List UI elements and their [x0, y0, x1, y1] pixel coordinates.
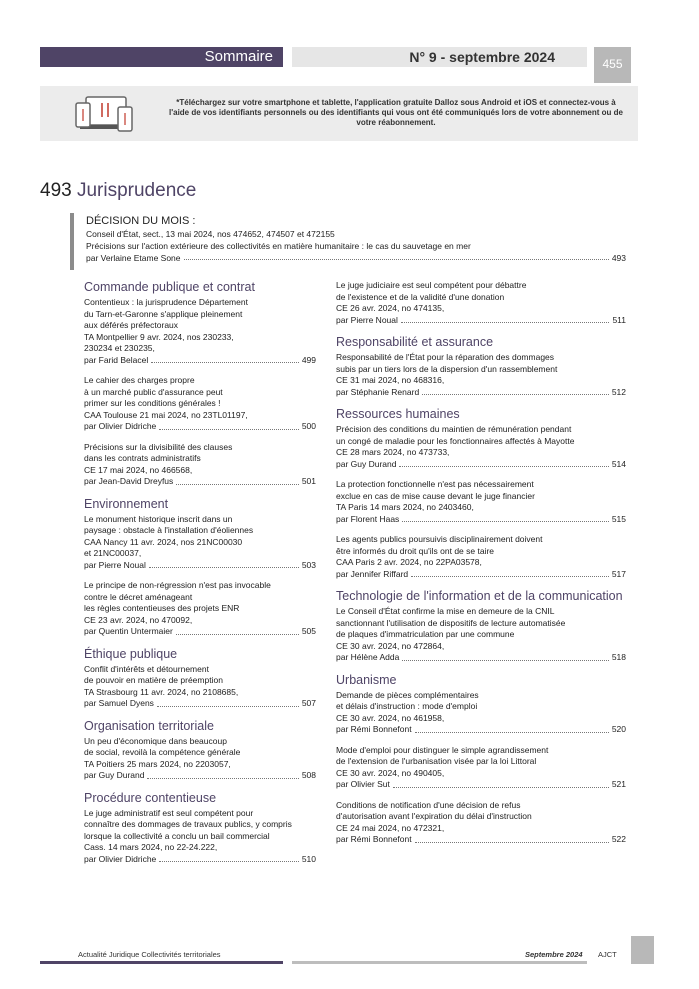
toc-entry-author: par Jennifer Riffard — [336, 568, 409, 579]
toc-entry-line: TA Strasbourg 11 avr. 2024, no 2108685, — [84, 686, 239, 697]
toc-entry-page: 507 — [301, 698, 316, 708]
toc-entry-page: 508 — [301, 770, 316, 780]
right-column — [336, 280, 626, 855]
rubric-heading: Éthique publique — [84, 646, 178, 661]
toc-entry-line: Cass. 14 mars 2024, no 22-24.222, — [84, 842, 218, 852]
toc-entry[interactable] — [84, 297, 316, 366]
toc-entry-line: Mode d'emploi pour distinguer le simple agrandissement — [336, 744, 549, 755]
toc-entry-author-row — [336, 387, 626, 399]
toc-entry-line: 230234 et 230235, — [84, 343, 155, 353]
toc-entry-page: 518 — [611, 652, 626, 662]
toc-entry[interactable] — [336, 352, 626, 398]
leader-dots — [176, 626, 299, 635]
toc-entry-line: d'autorisation avant l'expiration du délai d'instruction — [336, 811, 532, 821]
toc-entry-line: lorsque la collectivité a conclu un bail commercial — [84, 830, 270, 841]
section-name: Jurisprudence — [76, 180, 197, 201]
toc-entry-line: CAA Toulouse 21 mai 2024, no 23TL01197, — [84, 409, 248, 420]
toc-entry-line: TA Montpellier 9 avr. 2024, nos 230233, — [84, 331, 234, 342]
toc-entry-line: de social, revoilà la compétence générale — [84, 747, 241, 757]
toc-entry-line: Contentieux : la jurisprudence Département — [84, 297, 248, 307]
toc-entry[interactable] — [336, 424, 626, 470]
toc-entry[interactable] — [84, 375, 316, 433]
leader-dots — [159, 854, 299, 863]
header-issue: N° 9 - septembre 2024 — [292, 47, 587, 67]
toc-entry-line: et 21NC00037, — [84, 548, 142, 558]
leader-dots — [399, 459, 608, 468]
toc-entry-line: TA Poitiers 25 mars 2024, no 2203057, — [84, 758, 231, 769]
toc-entry-page: 520 — [611, 724, 626, 734]
toc-entry-author: par Pierre Noual — [336, 314, 398, 325]
toc-entry-page: 511 — [612, 314, 626, 325]
toc-entry-page: 521 — [611, 779, 626, 789]
decision-page: 493 — [611, 253, 626, 263]
toc-entry-line: Conditions de notification d'une décision de refus — [336, 799, 521, 810]
toc-entry-line: CE 26 avr. 2024, no 474135, — [336, 303, 445, 313]
leader-dots — [184, 253, 609, 260]
section-number: 493 — [40, 180, 72, 201]
toc-entry-line: Responsabilité de l'État pour la réparation des dommages — [336, 352, 555, 362]
toc-entry-page: 500 — [301, 421, 316, 431]
toc-entry-author: par Jean-David Dreyfus — [84, 476, 174, 486]
toc-entry-line: aux déférés préfectoraux — [84, 320, 179, 330]
toc-entry-line: Le juge judiciaire est seul compétent pour débattre — [336, 280, 527, 290]
toc-entry[interactable] — [84, 442, 316, 488]
toc-entry-line: CAA Paris 2 avr. 2024, no 22PA03578, — [336, 557, 482, 567]
toc-entry-page: 503 — [301, 559, 316, 570]
toc-entry-author: par Olivier Didriche — [84, 421, 157, 431]
toc-entry-line: de pouvoir en matière de préemption — [84, 675, 223, 685]
toc-entry-author: par Guy Durand — [84, 770, 145, 780]
decision-du-mois — [70, 213, 626, 270]
toc-entry-author-row — [84, 355, 316, 367]
devices-icon — [74, 95, 136, 135]
toc-entry-page: 505 — [301, 626, 316, 636]
toc-entry[interactable] — [336, 606, 626, 664]
toc-entry-line: CE 30 avr. 2024, no 472864, — [336, 640, 445, 651]
toc-entry-author-row — [84, 770, 316, 782]
toc-entry-line: connaître des dommages de travaux publics, y compris — [84, 819, 292, 829]
toc-entry[interactable] — [84, 736, 316, 782]
leader-dots — [411, 569, 609, 578]
toc-entry-line: CE 31 mai 2024, no 468316, — [336, 375, 445, 385]
toc-entry-line: CE 17 mai 2024, no 466568, — [84, 464, 193, 475]
rubric-heading: Responsabilité et assurance — [336, 335, 494, 349]
toc-entry-author: par Guy Durand — [336, 458, 397, 469]
leader-dots — [157, 698, 299, 707]
toc-entry-line: CE 23 avr. 2024, no 470092, — [84, 614, 193, 625]
toc-entry-line: Précisions sur la divisibilité des clauses — [84, 441, 233, 452]
leader-dots — [147, 770, 298, 779]
toc-entry-line: CE 24 mai 2024, no 472321, — [336, 822, 445, 833]
left-column — [84, 280, 316, 874]
toc-entry-line: CE 30 avr. 2024, no 461958, — [336, 712, 445, 723]
toc-entry-author: par Olivier Didriche — [84, 853, 157, 864]
toc-entry-line: de plaques d'immatriculation par une commune — [336, 629, 515, 639]
toc-entry-line: contre le décret aménageant — [84, 591, 193, 602]
toc-entry-author-row — [336, 779, 626, 791]
toc-entry[interactable] — [336, 745, 626, 791]
toc-entry-author-row — [84, 854, 316, 866]
leader-dots — [401, 315, 610, 324]
leader-dots — [159, 421, 299, 430]
toc-entry-line: à un marché public d'assurance peut — [84, 386, 223, 397]
header-section-label: Sommaire — [40, 47, 283, 67]
toc-entry-page: 501 — [301, 476, 316, 486]
leader-dots — [393, 779, 609, 788]
toc-entry-page: 514 — [611, 458, 626, 469]
toc-entry-author: par Rémi Bonnefont — [336, 834, 412, 844]
footer-journal-name: Actualité Juridique Collectivités territoriales — [78, 950, 221, 959]
toc-entry-line: Le principe de non-régression n'est pas invocable — [84, 580, 271, 590]
leader-dots — [402, 652, 608, 661]
toc-entry-author: par Olivier Sut — [336, 779, 390, 789]
toc-entry-line: paysage : obstacle à l'installation d'éoliennes — [84, 525, 254, 535]
toc-entry-author: par Pierre Noual — [84, 559, 146, 570]
toc-entry[interactable] — [84, 580, 316, 638]
decision-label: DÉCISION DU MOIS : — [86, 215, 196, 227]
rubric-heading: Procédure contentieuse — [84, 790, 217, 805]
footer-tab — [631, 936, 654, 964]
rubric-heading: Urbanisme — [336, 672, 397, 687]
toc-entry-line: CE 28 mars 2024, no 473733, — [336, 447, 450, 457]
toc-entry-author-row — [84, 626, 316, 638]
toc-entry-line: Un peu d'économique dans beaucoup — [84, 735, 227, 746]
toc-entry-line: les règles contentieuses des projets ENR — [84, 603, 240, 613]
toc-entry[interactable] — [84, 664, 316, 710]
toc-entry-line: CAA Nancy 11 avr. 2024, nos 21NC00030 — [84, 536, 243, 547]
rubric-heading: Organisation territoriale — [84, 718, 214, 733]
toc-entry-line: Les agents publics poursuivis disciplinairement doivent — [336, 534, 543, 544]
toc-entry-author: par Farid Belacel — [84, 354, 149, 365]
leader-dots — [415, 834, 609, 843]
toc-entry[interactable] — [84, 514, 316, 572]
toc-entry-page: 510 — [301, 853, 316, 864]
toc-entry-line: Le juge administratif est seul compétent pour — [84, 807, 254, 818]
toc-entry-author: par Hélène Adda — [336, 652, 400, 662]
decision-author-row[interactable] — [86, 253, 626, 263]
toc-entry[interactable] — [84, 808, 316, 866]
toc-entry-line: Précision des conditions du maintien de rémunération pendant — [336, 424, 572, 434]
app-promo-box — [40, 86, 638, 141]
toc-entry-author-row — [84, 421, 316, 433]
toc-entry-line: Le Conseil d'État confirme la mise en demeure de la CNIL — [336, 606, 555, 616]
toc-entry-line: de l'extension de l'urbanisation visée par la loi Littoral — [336, 756, 537, 766]
section-title — [40, 180, 196, 202]
toc-entry-page: 517 — [611, 568, 626, 579]
leader-dots — [176, 476, 299, 485]
toc-entry-author: par Quentin Untermaier — [84, 626, 173, 636]
decision-description: Précisions sur l'action extérieure des collectivités en matière humanitaire : le cas du sauvetage en mer — [86, 241, 471, 251]
toc-entry-line: être informés du droit qu'ils ont de se taire — [336, 545, 495, 556]
footer-bar-right — [292, 961, 587, 964]
toc-entry[interactable] — [336, 800, 626, 846]
toc-entry-line: primer sur les conditions générales ! — [84, 398, 221, 408]
toc-entry-page: 522 — [611, 834, 626, 844]
toc-entry-author-row — [336, 724, 626, 736]
toc-entry-author-row — [336, 652, 626, 664]
toc-entry[interactable] — [336, 534, 626, 580]
toc-entry-author-row — [336, 315, 626, 327]
toc-entry-line: Le monument historique inscrit dans un — [84, 513, 233, 524]
toc-entry-author: par Stéphanie Renard — [336, 386, 420, 397]
toc-entry-page: 499 — [301, 354, 316, 365]
toc-entry-author: par Samuel Dyens — [84, 698, 154, 708]
toc-entry-line: Conflit d'intérêts et détournement — [84, 663, 209, 674]
toc-entry-line: sanctionnant l'utilisation de dispositifs de lecture automatisée — [336, 617, 566, 628]
leader-dots — [151, 355, 299, 364]
rubric-heading: Technologie de l'information et de la communication — [336, 589, 623, 603]
rubric-heading: Commande publique et contrat — [84, 280, 255, 294]
toc-entry-line: exclue en cas de mise cause devant le juge financier — [336, 490, 535, 501]
toc-entry-line: et délais d'instruction : mode d'emploi — [336, 701, 478, 711]
toc-entry[interactable] — [336, 479, 626, 525]
toc-entry-author-row — [336, 569, 626, 581]
toc-entry[interactable] — [336, 690, 626, 736]
toc-entry-author-row — [336, 459, 626, 471]
toc-entry-author: par Rémi Bonnefont — [336, 724, 412, 734]
decision-reference: Conseil d'État, sect., 13 mai 2024, nos 474652, 474507 et 472155 — [86, 229, 335, 239]
leader-dots — [422, 387, 609, 396]
toc-entry-line: TA Paris 14 mars 2024, no 2403460, — [336, 502, 474, 512]
rubric-heading: Environnement — [84, 496, 169, 511]
toc-entry-page: 512 — [611, 386, 626, 397]
page-number: 455 — [594, 47, 631, 83]
toc-entry-line: du Tarn-et-Garonne s'applique pleinement — [84, 308, 243, 319]
toc-entry-line: CE 30 avr. 2024, no 490405, — [336, 767, 445, 778]
toc-entry-line: dans les contrats administratifs — [84, 453, 201, 463]
toc-entry-line: Le cahier des charges propre — [84, 375, 195, 385]
toc-entry-line: La protection fonctionnelle n'est pas nécessairement — [336, 479, 534, 489]
toc-entry-author-row — [84, 476, 316, 488]
rubric-heading: Ressources humaines — [336, 407, 460, 421]
toc-entry-author-row — [84, 698, 316, 710]
leader-dots — [149, 560, 299, 569]
toc-entry-line: subis par un tiers lors de la dispersion d'un rassemblement — [336, 363, 558, 374]
toc-entry[interactable] — [336, 280, 626, 326]
toc-entry-page: 515 — [611, 513, 626, 524]
toc-entry-line: de l'existence et de la validité d'une donation — [336, 291, 505, 302]
promo-text: *Téléchargez sur votre smartphone et tablette, l'application gratuite Dalloz sous Android et iOS et connectez-vous à l'aide de vos identifiants personnels ou des identifiants qui vous ont été communiqués lors de votre abonnement ou de votre réabonnement. — [169, 98, 623, 127]
toc-entry-author-row — [336, 834, 626, 846]
footer-date: Septembre 2024 — [525, 950, 583, 959]
toc-entry-author-row — [84, 560, 316, 572]
toc-entry-author-row — [336, 514, 626, 526]
toc-entry-line: un congé de maladie pour les fonctionnaires affectés à Mayotte — [336, 435, 575, 446]
footer-bar-left — [40, 961, 283, 964]
toc-entry-line: Demande de pièces complémentaires — [336, 689, 479, 700]
leader-dots — [402, 514, 609, 523]
footer-journal-abbrev: AJCT — [598, 950, 617, 959]
leader-dots — [415, 724, 609, 733]
toc-entry-author: par Florent Haas — [336, 513, 400, 524]
decision-author: par Verlaine Etame Sone — [86, 253, 181, 263]
